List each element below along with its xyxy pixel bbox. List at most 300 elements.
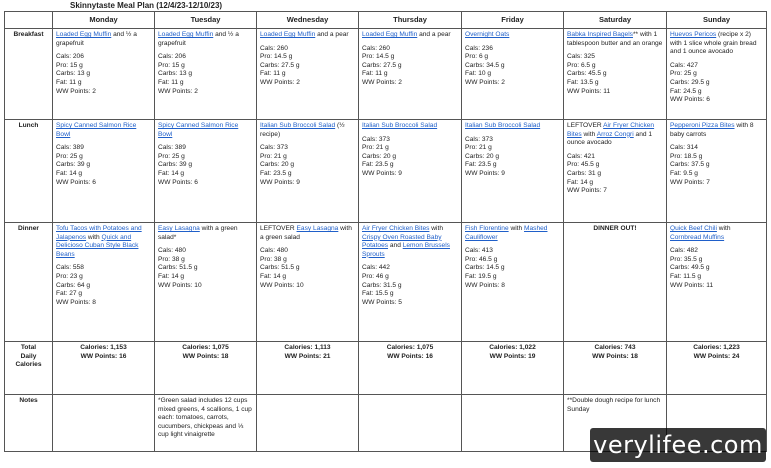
total-ww-value: 19 [528,352,536,360]
recipe-link[interactable]: Arroz Congri [596,130,634,138]
recipe-link[interactable]: Overnight Oats [465,31,510,38]
nutrition-value: 389 [174,144,186,152]
nutrition-value: 11 [603,87,611,95]
nutrition-fat [670,170,763,179]
totals-cell [359,342,462,395]
nutrition-value: 558 [72,264,84,272]
nutrition-ww-points [56,88,151,97]
nutrition-label: Pro: [362,272,375,280]
total-calories-label: Calories: [182,344,211,351]
meal-description [158,31,253,48]
nutrition-label: Cals: [56,144,72,152]
recipe-link[interactable]: Italian Sub Broccoli Salad [465,122,541,129]
recipe-link[interactable]: Pepperoni Pizza Bites [670,122,735,129]
nutrition-fat [567,179,663,188]
meal-text: with [716,225,731,232]
nutrition-label: Carbs: [465,152,485,160]
nutrition-label: Fat: [670,169,682,177]
nutrition-value: 7 [603,187,607,195]
nutrition-ww-points [158,282,253,291]
nutrition-label: Carbs: [158,264,178,272]
day-header-saturday: Saturday [564,12,667,29]
recipe-link[interactable]: Loaded Egg Muffin [56,31,112,38]
nutrition-label: Fat: [567,178,579,186]
nutrition-label: Pro: [158,152,171,160]
total-calories-value: 1,113 [314,344,331,351]
meal-text: with a green salad [260,225,352,241]
recipe-link[interactable]: Cornbread Muffins [670,233,725,241]
recipe-link[interactable]: Easy Lasagna [296,225,339,232]
nutrition-value: 23.5 g [273,169,292,177]
nutrition-label: Cals: [567,53,583,61]
recipe-link[interactable]: Huevos Pericos [670,31,717,38]
nutrition-protein [465,144,560,153]
total-ww-label: WW Points: [489,352,527,360]
nutrition-label: Cals: [362,135,378,143]
nutrition-label: Pro: [56,61,69,69]
nutrition-value: 10 g [478,70,492,78]
totals-cell [53,342,155,395]
nutrition-value: 206 [72,53,84,61]
recipe-link[interactable]: Loaded Egg Muffin [362,31,418,38]
meal-plan-table [4,11,767,452]
recipe-link[interactable]: Fish Florentine [465,225,509,232]
nutrition-label: WW Points: [670,178,705,186]
row-label-dinner: Dinner [5,223,53,342]
total-ww-value: 18 [221,352,229,360]
dinner-cell [667,223,767,342]
meal-text: with [429,225,443,232]
nutrition-label: Fat: [670,87,682,95]
nutrition-label: Carbs: [56,70,76,78]
nutrition-label: Pro: [362,53,375,61]
meal-text: with a green salad* [158,225,238,241]
nutrition-carbs [465,62,560,71]
meal-description [158,122,253,139]
nutrition-value: 9.5 g [683,169,698,177]
nutrition-fat [465,273,560,282]
nutrition-calories [158,247,253,256]
nutrition-label: Cals: [465,44,481,52]
nutrition-value: 51.5 g [179,264,198,272]
nutrition-fat [362,70,458,79]
total-ww-value: 18 [630,352,638,360]
nutrition-label: Fat: [158,78,170,86]
notes-cell [53,395,155,452]
meal-text: (½ recipe) [260,122,345,138]
recipe-link[interactable]: Loaded Egg Muffin [158,31,214,38]
nutrition-value: 442 [378,264,390,272]
nutrition-value: 23.5 g [478,161,497,169]
nutrition-label: Cals: [158,144,174,152]
nutrition-carbs [567,70,663,79]
total-calories [56,344,151,353]
meal-description [56,225,151,259]
nutrition-label: Fat: [260,70,272,78]
breakfast-cell [359,29,462,120]
nutrition-carbs [465,153,560,162]
meal-text: with 8 baby carrots [670,122,754,138]
nutrition-label: Fat: [56,169,68,177]
nutrition-label: Pro: [567,161,580,169]
nutrition-value: 427 [686,61,698,69]
total-calories-label: Calories: [386,344,415,351]
lunch-row [5,120,767,223]
breakfast-cell [564,29,667,120]
nutrition-label: Fat: [465,161,477,169]
nutrition-value: 25 g [69,152,83,160]
total-calories [158,344,253,353]
nutrition-label: WW Points: [260,178,295,186]
nutrition-value: 14 g [171,169,185,177]
nutrition-value: 9 [501,169,505,177]
nutrition-value: 51.5 g [281,264,300,272]
recipe-link[interactable]: Air Fryer Chicken Bites [362,225,430,232]
nutrition-label: Fat: [567,78,579,86]
lunch-cell [359,120,462,223]
total-calories [670,344,763,353]
nutrition-label: Pro: [670,255,683,263]
nutrition-fat [362,290,458,299]
nutrition-carbs [158,264,253,273]
meal-description [362,225,458,259]
nutrition-value: 236 [481,44,493,52]
nutrition-fat [260,70,355,79]
nutrition-fat [158,170,253,179]
nutrition-value: 23.5 g [375,161,394,169]
dinner-row [5,223,767,342]
total-calories [465,344,560,353]
totals-cell [462,342,564,395]
nutrition-value: 373 [481,135,493,143]
nutrition-label: Cals: [567,152,583,160]
nutrition-value: 389 [72,144,84,152]
nutrition-protein [362,53,458,62]
nutrition-label: Fat: [362,290,374,298]
nutrition-calories [362,45,458,54]
nutrition-label: WW Points: [56,87,91,95]
nutrition-ww-points [260,282,355,291]
nutrition-label: Cals: [260,247,276,255]
recipe-link[interactable]: Tofu Tacos with Potatoes and Jalapenos [56,225,142,241]
nutrition-label: Pro: [670,70,683,78]
total-calories-value: 743 [624,344,636,351]
nutrition-value: 314 [686,144,698,152]
nutrition-label: Pro: [158,255,171,263]
nutrition-value: 27 g [69,290,83,298]
nutrition-value: 480 [276,247,288,255]
nutrition-label: Fat: [260,169,272,177]
day-header-tuesday: Tuesday [155,12,257,29]
nutrition-label: Fat: [56,290,68,298]
nutrition-carbs [158,161,253,170]
nutrition-carbs [260,161,355,170]
recipe-link[interactable]: Crispy Oven Roasted Baby Potatoes [362,233,442,250]
total-ww-points [362,353,458,362]
nutrition-value: 34.5 g [486,61,505,69]
nutrition-ww-points [670,282,763,291]
total-ww-points [670,353,763,362]
nutrition-protein [260,53,355,62]
nutrition-value: 6 g [478,53,489,61]
note-text: *Green salad includes 12 cups mixed greens, 4 scallions, 1 cup each: tomatoes, carrots, cucumbers, chickpeas and ⅓ cup light vinaigrette [158,397,252,439]
recipe-link[interactable]: Easy Lasagna [158,225,200,232]
header-row [5,12,767,29]
lunch-cell [462,120,564,223]
nutrition-value: 6 [194,178,198,186]
recipe-link[interactable]: Quick Beef Chili [670,225,717,232]
total-ww-value: 21 [323,352,331,360]
total-ww-value: 16 [119,352,127,360]
nutrition-calories [670,62,763,71]
nutrition-ww-points [362,170,458,179]
nutrition-value: 20 g [281,161,295,169]
nutrition-label: Fat: [260,272,272,280]
notes-cell [155,395,257,452]
nutrition-value: 260 [276,44,288,52]
total-ww-label: WW Points: [182,352,220,360]
meal-text: with [581,130,597,138]
recipe-link[interactable]: Italian Sub Broccoli Salad [362,122,438,129]
total-calories-label: Calories: [489,344,518,351]
nutrition-value: 14.5 g [273,53,293,61]
day-header-wednesday: Wednesday [257,12,359,29]
total-calories-value: 1,022 [519,344,536,351]
meal-text: and [388,242,403,250]
meal-description [362,31,458,40]
recipe-link[interactable]: Spicy Canned Salmon Rice Bowl [56,122,137,138]
nutrition-fat [56,290,151,299]
nutrition-value: 260 [378,44,390,52]
nutrition-value: 7 [706,178,710,186]
nutrition-value: 38 g [171,255,185,263]
nutrition-label: Cals: [362,44,378,52]
meal-description [158,225,253,242]
totals-cell [667,342,767,395]
nutrition-value: 19.5 g [478,272,497,280]
nutrition-carbs [56,282,151,291]
meal-text: with [86,233,102,241]
breakfast-cell [462,29,564,120]
totals-row [5,342,767,395]
nutrition-label: Cals: [465,247,481,255]
recipe-link[interactable]: Quick and Delicioso Cuban Style Black Beans [56,233,139,258]
nutrition-value: 5 [398,298,402,306]
recipe-link[interactable]: Loaded Egg Muffin [260,31,316,38]
nutrition-label: WW Points: [362,298,397,306]
nutrition-fat [158,79,253,88]
recipe-link[interactable]: Lemon Brussels Sprouts [362,242,450,258]
nutrition-protein [465,256,560,265]
nutrition-carbs [465,264,560,273]
nutrition-calories [567,153,663,162]
nutrition-label: Fat: [362,70,374,78]
total-ww-points [158,353,253,362]
total-calories [362,344,458,353]
nutrition-protein [56,153,151,162]
row-label-lunch: Lunch [5,120,53,223]
total-ww-label: WW Points: [284,352,322,360]
nutrition-value: 27.5 g [281,61,300,69]
nutrition-fat [56,170,151,179]
nutrition-protein [158,256,253,265]
nutrition-value: 10 [194,281,202,289]
nutrition-label: Fat: [158,272,170,280]
meal-description [465,31,560,40]
nutrition-ww-points [465,79,560,88]
nutrition-protein [56,273,151,282]
nutrition-value: 9 [296,178,300,186]
nutrition-value: 373 [378,135,390,143]
nutrition-value: 482 [686,247,698,255]
meal-text: and ½ a grapefruit [56,31,137,47]
nutrition-value: 27.5 g [383,61,402,69]
nutrition-value: 325 [583,53,595,61]
nutrition-protein [362,144,458,153]
nutrition-value: 8 [501,281,505,289]
nutrition-value: 18.5 g [683,152,703,160]
nutrition-value: 480 [174,247,186,255]
meal-description [260,122,355,139]
nutrition-value: 11 g [273,70,286,78]
meal-text: and a pear [417,31,451,38]
nutrition-protein [465,53,560,62]
dinner-out-label: DINNER OUT! [593,225,637,232]
meal-description [260,31,355,40]
nutrition-value: 64 g [77,281,91,289]
total-ww-label: WW Points: [592,352,629,360]
nutrition-label: Carbs: [670,264,690,272]
nutrition-value: 45.5 g [580,161,600,169]
nutrition-value: 2 [501,78,505,86]
nutrition-value: 14.5 g [486,264,505,272]
dinner-cell [53,223,155,342]
nutrition-value: 6 [706,96,710,104]
nutrition-label: Pro: [56,272,69,280]
nutrition-label: Fat: [158,169,170,177]
nutrition-label: WW Points: [158,281,193,289]
nutrition-label: Fat: [56,78,68,86]
dinner-cell [155,223,257,342]
nutrition-value: 49.5 g [691,264,710,272]
nutrition-label: Carbs: [362,152,382,160]
nutrition-label: Pro: [158,61,171,69]
nutrition-label: Carbs: [465,264,485,272]
nutrition-carbs [670,264,763,273]
nutrition-protein [670,153,763,162]
nutrition-value: 6.5 g [580,61,596,69]
recipe-link[interactable]: Spicy Canned Salmon Rice Bowl [158,122,239,138]
nutrition-value: 13.5 g [580,78,599,86]
day-header-monday: Monday [53,12,155,29]
total-ww-points [260,353,355,362]
nutrition-value: 6 [92,178,96,186]
nutrition-ww-points [567,88,663,97]
nutrition-value: 29.5 g [691,78,710,86]
nutrition-value: 11 g [171,78,184,86]
recipe-link[interactable]: Air Fryer Chicken Bites [567,122,655,138]
nutrition-ww-points [56,179,151,188]
nutrition-ww-points [158,88,253,97]
nutrition-label: WW Points: [567,187,602,195]
nutrition-carbs [56,161,151,170]
nutrition-label: Pro: [260,152,273,160]
total-calories-value: 1,223 [723,344,740,351]
total-ww-points [567,353,663,362]
nutrition-protein [670,256,763,265]
nutrition-value: 10 [296,281,304,289]
nutrition-calories [56,144,151,153]
nutrition-value: 11 g [375,70,388,78]
nutrition-ww-points [670,179,763,188]
nutrition-ww-points [260,179,355,188]
nutrition-value: 11 g [69,78,82,86]
recipe-link[interactable]: Mashed Cauliflower [465,225,548,241]
nutrition-value: 39 g [77,161,91,169]
lunch-cell [564,120,667,223]
nutrition-value: 2 [398,78,402,86]
meal-description [670,122,763,139]
nutrition-label: Carbs: [260,61,280,69]
nutrition-carbs [362,153,458,162]
nutrition-value: 15.5 g [375,290,394,298]
nutrition-label: Pro: [260,255,273,263]
nutrition-fat [260,170,355,179]
nutrition-ww-points [362,79,458,88]
nutrition-label: Pro: [670,152,683,160]
nutrition-label: Cals: [260,44,276,52]
lunch-cell [155,120,257,223]
nutrition-calories [260,144,355,153]
nutrition-calories [56,53,151,62]
totals-cell [564,342,667,395]
nutrition-value: 25 g [683,70,697,78]
notes-cell [462,395,564,452]
meal-description [567,31,663,48]
nutrition-label: Carbs: [56,281,76,289]
total-calories-label: Calories: [594,344,623,351]
nutrition-value: 11 [706,281,714,289]
meal-text: LEFTOVER [260,225,297,232]
nutrition-fat [260,273,355,282]
nutrition-value: 23 g [69,272,83,280]
nutrition-label: Carbs: [260,161,280,169]
total-calories [567,344,663,353]
nutrition-protein [260,256,355,265]
nutrition-label: WW Points: [362,169,397,177]
nutrition-label: Cals: [670,247,686,255]
lunch-cell [257,120,359,223]
nutrition-label: Fat: [465,272,477,280]
meal-text: with [508,225,525,232]
nutrition-value: 15 g [69,61,83,69]
nutrition-calories [670,247,763,256]
breakfast-cell [667,29,767,120]
total-calories [260,344,355,353]
nutrition-value: 8 [92,298,96,306]
nutrition-fat [670,88,763,97]
nutrition-label: WW Points: [56,178,91,186]
recipe-link[interactable]: Italian Sub Broccoli Salad [260,122,336,129]
day-header-thursday: Thursday [359,12,462,29]
nutrition-label: Carbs: [158,161,178,169]
meal-description [567,122,663,148]
nutrition-label: Cals: [670,61,686,69]
row-label-totals-line-2: Daily [20,352,37,360]
recipe-link[interactable]: Babka Inspired Bagels [567,31,633,38]
nutrition-calories [670,144,763,153]
nutrition-calories [465,136,560,145]
